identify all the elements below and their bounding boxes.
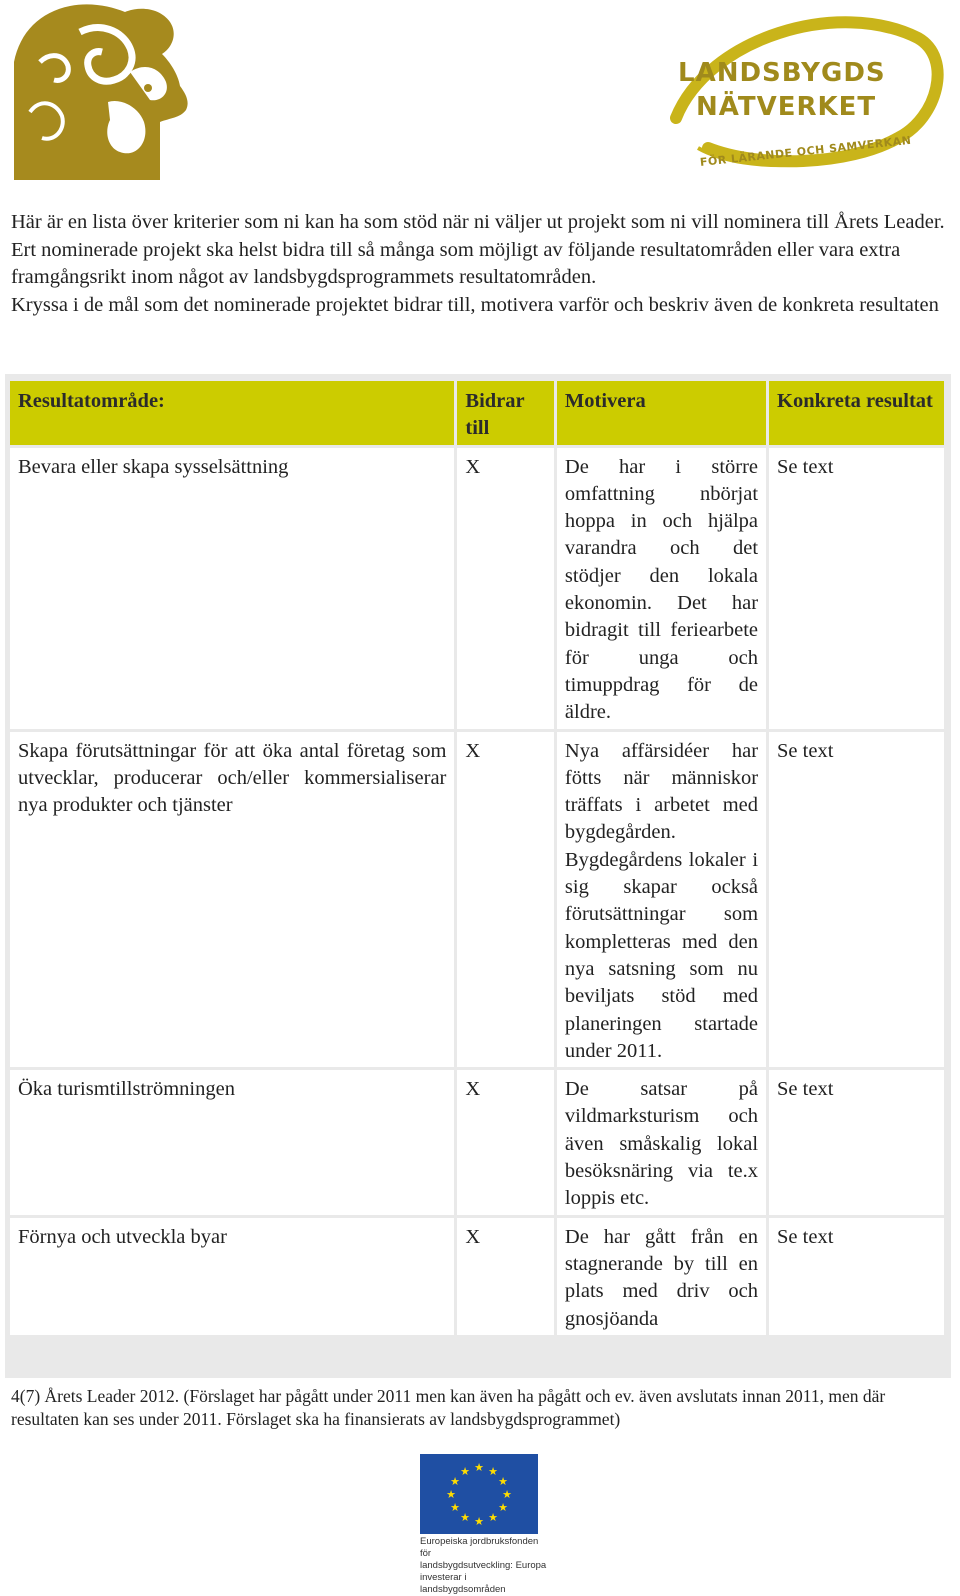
- intro-paragraph-3: Kryssa i de mål som det nominerade projektet bidrar till, motivera varför och beskriv även de konkreta resultaten: [11, 293, 939, 316]
- svg-text:★: ★: [498, 1475, 508, 1488]
- eu-caption: [420, 1536, 550, 1596]
- row-area: Förnya och utveckla byar: [10, 1218, 454, 1335]
- svg-text:★: ★: [446, 1488, 456, 1501]
- row-area: Skapa förutsättningar för att öka antal företag som utvecklar, producerar och/eller kommersialiserar nya produkter och tjänster: [10, 732, 454, 1068]
- row-motivation[interactable]: De satsar på vildmarksturism och även småskalig lokal besöksnäring via te.x loppis etc.: [557, 1070, 766, 1214]
- intro-paragraph-2: Ert nominerade projekt ska helst bidra till så många som möjligt av följande resultatområden eller vara extra framgångsrikt inom något av landsbygdsprogrammets resultatområden.: [11, 238, 901, 288]
- intro-text: [11, 209, 949, 319]
- row-contributes-mark[interactable]: X: [457, 1070, 554, 1214]
- row-results[interactable]: Se text: [769, 1218, 944, 1335]
- criteria-table: [7, 378, 947, 1338]
- row-motivation[interactable]: De har gått från en stagnerande by till en plats med driv och gnosjöanda: [557, 1218, 766, 1335]
- svg-text:★: ★: [502, 1488, 512, 1501]
- svg-text:★: ★: [498, 1501, 508, 1514]
- table-row: [10, 1218, 944, 1335]
- intro-paragraph-1: Här är en lista över kriterier som ni kan ha som stöd när ni väljer ut projekt som ni vill nominera till Årets Leader.: [11, 211, 945, 233]
- ram-head-logo: [10, 2, 190, 182]
- svg-text:★: ★: [450, 1475, 460, 1488]
- row-area: Öka turismtillströmningen: [10, 1070, 454, 1214]
- row-results[interactable]: Se text: [769, 732, 944, 1068]
- criteria-table-container: [5, 374, 951, 1378]
- svg-text:★: ★: [450, 1501, 460, 1514]
- eu-caption-line-2: landsbygdsutveckling: Europa: [420, 1560, 547, 1571]
- logo-line2: NÄTVERKET: [696, 92, 877, 122]
- header-area: Resultatområde:: [10, 381, 454, 445]
- svg-text:★: ★: [460, 1511, 470, 1524]
- table-row: [10, 1070, 944, 1214]
- row-contributes-mark[interactable]: X: [457, 448, 554, 729]
- row-motivation[interactable]: Nya affärsidéer har fötts när människor träffats i arbetet med bygdegården. Bygdegårdens lokaler i sig skapar också förutsättningar som kompletteras med den nya satsning som nu beviljats stöd med planeringen startade under 2011.: [557, 732, 766, 1068]
- row-contributes-mark[interactable]: X: [457, 732, 554, 1068]
- eu-caption-line-3: investerar i landsbygdsområden: [420, 1572, 506, 1595]
- table-row: [10, 732, 944, 1068]
- row-results[interactable]: Se text: [769, 448, 944, 729]
- page-footnote: 4(7) Årets Leader 2012. (Förslaget har pågått under 2011 men kan även ha pågått och ev. även avslutats innan 2011, men där resultaten kan ses under 2011. Förslaget ska ha finansierats av landsbygdsprogrammet): [11, 1386, 886, 1429]
- row-motivation[interactable]: De har i större omfattning nbörjat hoppa in och hjälpa varandra och det stödjer den lokala ekonomin. Det har bidragit till feriearbete för unga och timuppdrag för de äldre.: [557, 448, 766, 729]
- svg-text:★: ★: [488, 1511, 498, 1524]
- svg-text:★: ★: [488, 1465, 498, 1478]
- row-results[interactable]: Se text: [769, 1070, 944, 1214]
- landsbygdsnatverket-logo: [668, 8, 948, 183]
- logo-line1: LANDSBYGDS: [678, 58, 886, 88]
- eu-flag-icon: [420, 1454, 538, 1534]
- header-contributes: Bidrar till: [457, 381, 554, 445]
- svg-text:★: ★: [460, 1465, 470, 1478]
- svg-text:★: ★: [474, 1461, 484, 1474]
- row-area: Bevara eller skapa sysselsättning: [10, 448, 454, 729]
- header-motivate: Motivera: [557, 381, 766, 445]
- table-header-row: [10, 381, 944, 445]
- logo-tagline: FÖR LÄRANDE OCH SAMVERKAN: [699, 133, 912, 169]
- header-results: Konkreta resultat: [769, 381, 944, 445]
- row-contributes-mark[interactable]: X: [457, 1218, 554, 1335]
- svg-text:★: ★: [474, 1515, 484, 1528]
- table-row: [10, 448, 944, 729]
- eu-caption-line-1: Europeiska jordbruksfonden för: [420, 1536, 539, 1559]
